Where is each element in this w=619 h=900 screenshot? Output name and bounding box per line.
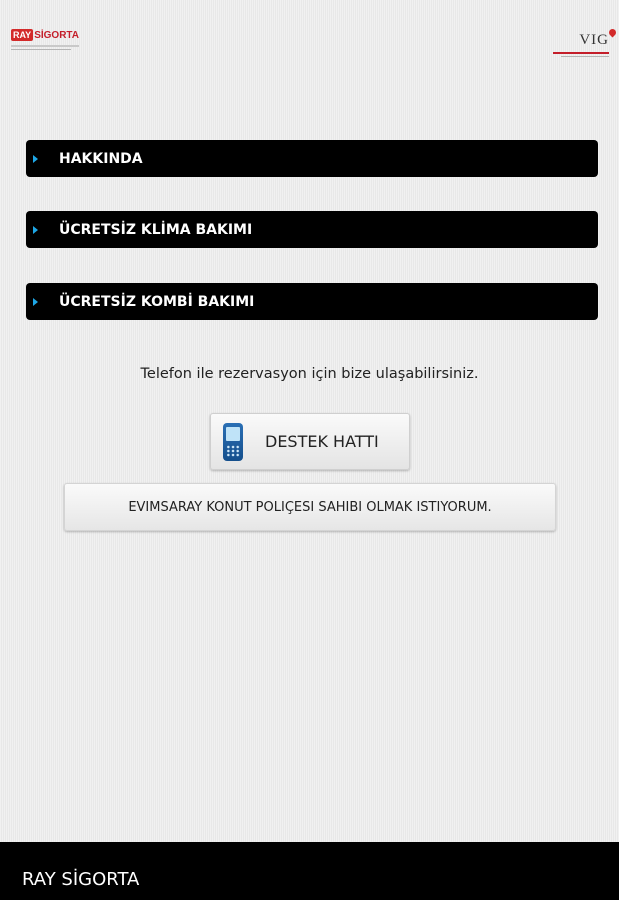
menu-item-label: ÜCRETSİZ KOMBİ BAKIMI	[59, 293, 255, 310]
vig-heart-icon	[608, 28, 618, 38]
menu-item-label: HAKKINDA	[59, 150, 143, 167]
vig-logo-text: VIG	[579, 32, 609, 49]
menu-item-hakkinda[interactable]	[26, 140, 598, 177]
menu-item-kombi-bakimi[interactable]	[26, 283, 598, 320]
triangle-right-icon	[33, 155, 38, 163]
reservation-info-text: Telefon ile rezervasyon için bize ulaşabilirsiniz.	[140, 366, 479, 382]
menu-item-klima-bakimi[interactable]	[26, 211, 598, 248]
footer-bar	[0, 842, 619, 900]
footer-title: RAY SİGORTA	[22, 868, 140, 890]
ray-logo-name: SİGORTA	[34, 29, 80, 41]
vig-logo	[549, 29, 609, 59]
menu-item-label: ÜCRETSİZ KLİMA BAKIMI	[59, 221, 253, 238]
mobile-phone-icon	[223, 423, 243, 461]
support-line-button[interactable]	[210, 413, 410, 470]
ray-sigorta-logo	[11, 29, 83, 59]
triangle-right-icon	[33, 298, 38, 306]
ray-logo-mark: RAY	[13, 30, 32, 40]
header	[0, 0, 619, 70]
become-policy-owner-button[interactable]: EVIMSARAY KONUT POLIÇESI SAHIBI OLMAK ISTIYORUM.	[64, 483, 556, 531]
support-line-label: DESTEK HATTI	[265, 432, 379, 451]
triangle-right-icon	[33, 226, 38, 234]
